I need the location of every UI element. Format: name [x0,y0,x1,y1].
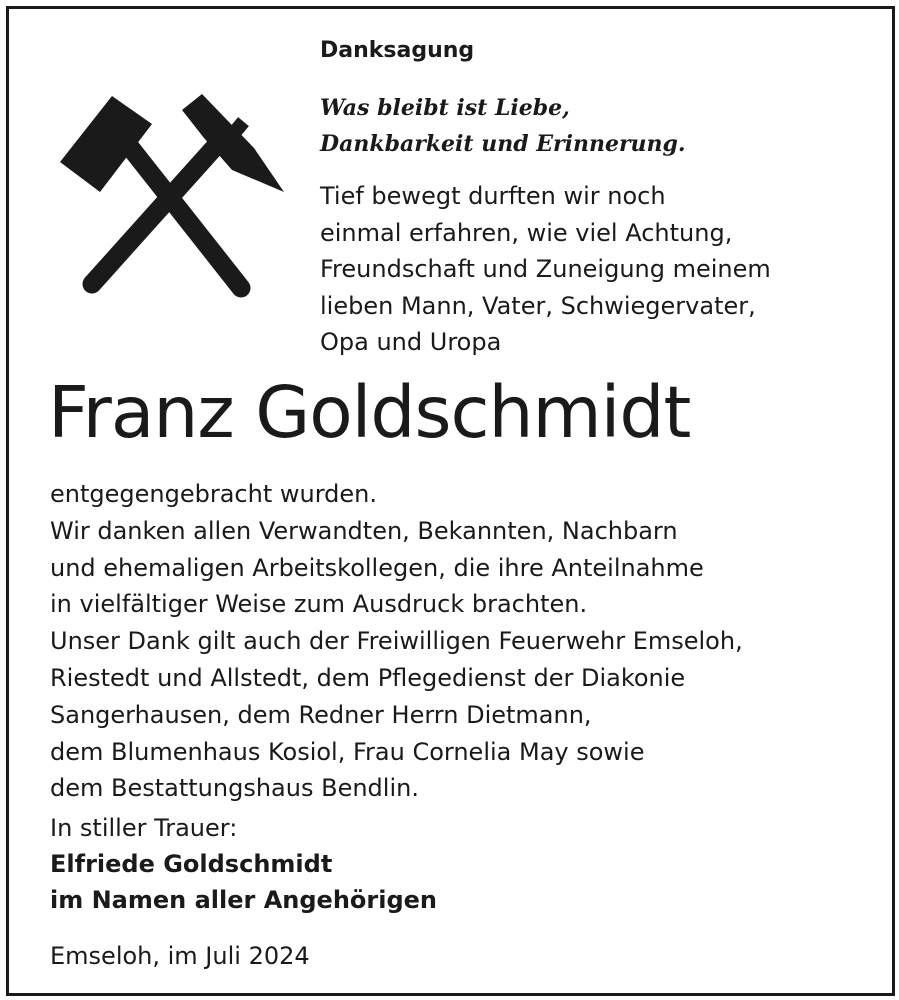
intro-line: lieben Mann, Vater, Schwiegervater, [320,291,756,320]
body-line: Unser Dank gilt auch der Freiwilligen Feuerwehr Emseloh, [50,627,743,656]
signer-name: Elfriede Goldschmidt [50,850,333,878]
body-line: und ehemaligen Arbeitskollegen, die ihre Anteilnahme [50,553,704,582]
motto-line: Dankbarkeit und Erinnerung. [320,131,686,157]
heading: Danksagung [320,38,475,63]
body-text [50,476,743,807]
intro-line: Tief bewegt durften wir noch [320,182,666,210]
body-line: Riestedt und Allstedt, dem Pflegedienst der Diakonie [50,663,686,692]
intro-text [320,178,771,361]
body-line: dem Bestattungshaus Bendlin. [50,774,419,803]
motto [320,90,686,162]
body-line: dem Blumenhaus Kosiol, Frau Cornelia May sowie [50,737,645,766]
intro-line: Freundschaft und Zuneigung meinem [320,255,771,283]
body-line: Sangerhausen, dem Redner Herrn Dietmann, [50,700,592,729]
deceased-name: Franz Goldschmidt [48,371,691,454]
body-line: Wir danken allen Verwandten, Bekannten, Nachbarn [50,516,678,545]
intro-line: einmal erfahren, wie viel Achtung, [320,218,733,247]
body-line: in vielfältiger Weise zum Ausdruck brachten. [50,590,588,619]
closing-intro: In stiller Trauer: [50,814,238,842]
signer-on-behalf: im Namen aller Angehörigen [50,886,438,914]
body-line: entgegengebracht wurden. [50,480,377,508]
crossed-hammers-icon [56,90,286,300]
closing-block [50,810,437,918]
motto-line: Was bleibt ist Liebe, [320,95,570,121]
intro-line: Opa und Uropa [320,328,502,356]
place-date: Emseloh, im Juli 2024 [50,942,310,970]
